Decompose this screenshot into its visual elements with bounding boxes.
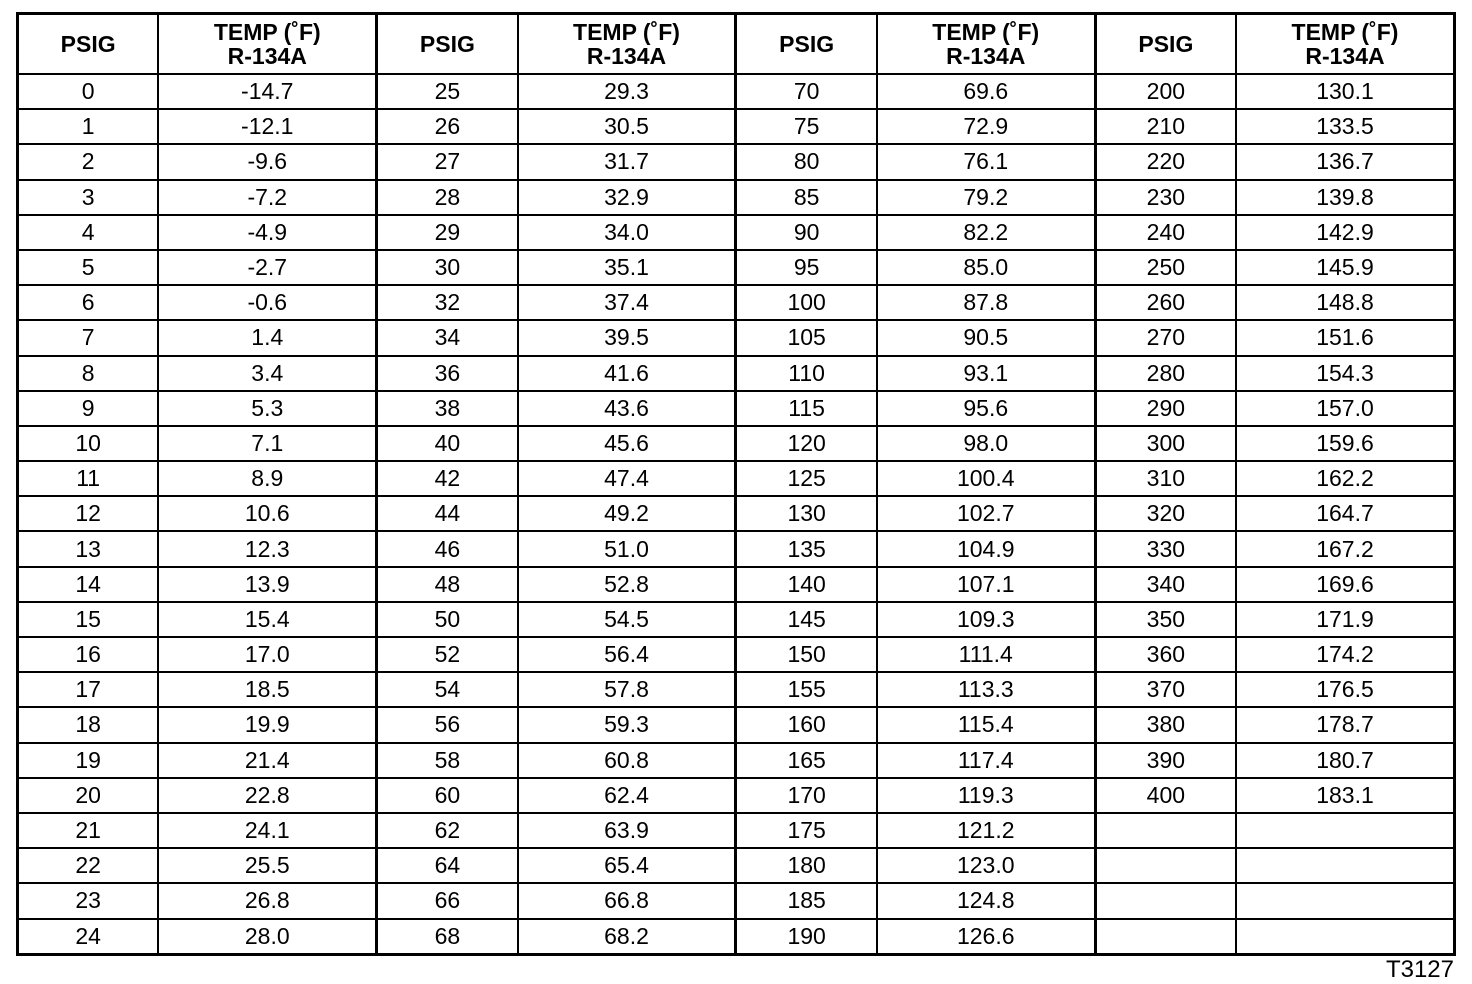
temp-cell: 32.9 — [518, 180, 736, 215]
temp-cell: 82.2 — [877, 215, 1095, 250]
temp-cell: 102.7 — [877, 496, 1095, 531]
temp-header — [518, 14, 736, 75]
temp-cell: 180.7 — [1236, 743, 1454, 778]
temp-cell: 133.5 — [1236, 109, 1454, 144]
temp-cell: 21.4 — [158, 743, 376, 778]
temp-cell — [1236, 883, 1454, 918]
temp-cell: 1.4 — [158, 320, 376, 355]
temp-cell: 49.2 — [518, 496, 736, 531]
psig-cell: 8 — [18, 356, 159, 391]
table-row — [18, 672, 1455, 707]
temp-cell: -12.1 — [158, 109, 376, 144]
temp-cell: 126.6 — [877, 919, 1095, 955]
temp-cell: 30.5 — [518, 109, 736, 144]
psig-cell: 380 — [1095, 707, 1236, 742]
table-row — [18, 602, 1455, 637]
temp-cell: 113.3 — [877, 672, 1095, 707]
psig-cell: 2 — [18, 144, 159, 179]
temp-cell: 45.6 — [518, 426, 736, 461]
table-row — [18, 813, 1455, 848]
temp-cell: 178.7 — [1236, 707, 1454, 742]
temp-cell: 43.6 — [518, 391, 736, 426]
temp-header-line2: R-134A — [946, 43, 1026, 69]
psig-cell: 175 — [736, 813, 877, 848]
temp-cell: 176.5 — [1236, 672, 1454, 707]
psig-cell: 80 — [736, 144, 877, 179]
psig-cell: 36 — [377, 356, 518, 391]
temp-cell: 93.1 — [877, 356, 1095, 391]
temp-cell: 148.8 — [1236, 285, 1454, 320]
psig-cell: 34 — [377, 320, 518, 355]
psig-cell: 350 — [1095, 602, 1236, 637]
temp-cell: 145.9 — [1236, 250, 1454, 285]
psig-cell: 165 — [736, 743, 877, 778]
psig-cell: 240 — [1095, 215, 1236, 250]
psig-cell: 155 — [736, 672, 877, 707]
temp-cell: 69.6 — [877, 74, 1095, 109]
psig-cell: 85 — [736, 180, 877, 215]
psig-cell: 64 — [377, 848, 518, 883]
psig-cell: 250 — [1095, 250, 1236, 285]
temp-cell: 111.4 — [877, 637, 1095, 672]
psig-cell: 38 — [377, 391, 518, 426]
psig-cell: 180 — [736, 848, 877, 883]
psig-cell: 15 — [18, 602, 159, 637]
table-row — [18, 426, 1455, 461]
psig-cell: 29 — [377, 215, 518, 250]
psig-cell: 56 — [377, 707, 518, 742]
psig-cell: 54 — [377, 672, 518, 707]
temp-cell: 90.5 — [877, 320, 1095, 355]
psig-cell: 50 — [377, 602, 518, 637]
temp-cell: 56.4 — [518, 637, 736, 672]
psig-cell: 20 — [18, 778, 159, 813]
psig-cell: 125 — [736, 461, 877, 496]
temp-cell: 142.9 — [1236, 215, 1454, 250]
psig-cell: 370 — [1095, 672, 1236, 707]
temp-cell — [1236, 813, 1454, 848]
psig-cell: 5 — [18, 250, 159, 285]
header-row — [18, 14, 1455, 75]
table-row — [18, 778, 1455, 813]
temp-cell: 72.9 — [877, 109, 1095, 144]
temp-cell: 123.0 — [877, 848, 1095, 883]
psig-cell: 130 — [736, 496, 877, 531]
psig-header: PSIG — [1095, 14, 1236, 75]
psig-cell: 13 — [18, 531, 159, 566]
table-row — [18, 637, 1455, 672]
temp-cell: 34.0 — [518, 215, 736, 250]
temp-header-line1: TEMP (˚F) — [932, 18, 1040, 45]
pt-table — [16, 12, 1456, 956]
psig-cell: 30 — [377, 250, 518, 285]
temp-cell: 10.6 — [158, 496, 376, 531]
temp-cell: 25.5 — [158, 848, 376, 883]
psig-cell: 135 — [736, 531, 877, 566]
temp-cell: 47.4 — [518, 461, 736, 496]
psig-cell: 120 — [736, 426, 877, 461]
psig-cell: 0 — [18, 74, 159, 109]
temp-header — [877, 14, 1095, 75]
temp-cell: 124.8 — [877, 883, 1095, 918]
temp-cell: 57.8 — [518, 672, 736, 707]
psig-cell: 190 — [736, 919, 877, 955]
table-row — [18, 707, 1455, 742]
temp-cell: 85.0 — [877, 250, 1095, 285]
temp-header-line2: R-134A — [227, 43, 307, 69]
psig-cell: 260 — [1095, 285, 1236, 320]
psig-cell: 42 — [377, 461, 518, 496]
table-row — [18, 496, 1455, 531]
temp-cell: 8.9 — [158, 461, 376, 496]
temp-cell: 68.2 — [518, 919, 736, 955]
temp-cell: -4.9 — [158, 215, 376, 250]
psig-cell: 1 — [18, 109, 159, 144]
temp-cell: 19.9 — [158, 707, 376, 742]
temp-cell: -2.7 — [158, 250, 376, 285]
table-row — [18, 567, 1455, 602]
psig-cell: 280 — [1095, 356, 1236, 391]
psig-header: PSIG — [377, 14, 518, 75]
psig-cell: 310 — [1095, 461, 1236, 496]
temp-header — [1236, 14, 1454, 75]
temp-cell: 104.9 — [877, 531, 1095, 566]
psig-cell: 27 — [377, 144, 518, 179]
temp-cell: 63.9 — [518, 813, 736, 848]
psig-cell: 46 — [377, 531, 518, 566]
psig-cell: 66 — [377, 883, 518, 918]
temp-cell: 151.6 — [1236, 320, 1454, 355]
table-row — [18, 285, 1455, 320]
psig-cell: 19 — [18, 743, 159, 778]
table-row — [18, 461, 1455, 496]
table-row — [18, 250, 1455, 285]
psig-cell: 60 — [377, 778, 518, 813]
temp-cell: 119.3 — [877, 778, 1095, 813]
temp-cell: 115.4 — [877, 707, 1095, 742]
psig-cell: 3 — [18, 180, 159, 215]
psig-cell — [1095, 919, 1236, 955]
table-row — [18, 180, 1455, 215]
psig-cell: 18 — [18, 707, 159, 742]
temp-cell: 107.1 — [877, 567, 1095, 602]
temp-cell: 66.8 — [518, 883, 736, 918]
temp-cell: 154.3 — [1236, 356, 1454, 391]
temp-cell: 37.4 — [518, 285, 736, 320]
temp-cell: 51.0 — [518, 531, 736, 566]
psig-cell: 200 — [1095, 74, 1236, 109]
temp-cell: 87.8 — [877, 285, 1095, 320]
psig-cell: 25 — [377, 74, 518, 109]
temp-cell — [1236, 919, 1454, 955]
psig-cell: 100 — [736, 285, 877, 320]
psig-cell: 390 — [1095, 743, 1236, 778]
psig-cell: 360 — [1095, 637, 1236, 672]
table-row — [18, 109, 1455, 144]
psig-cell: 24 — [18, 919, 159, 955]
temp-cell: -9.6 — [158, 144, 376, 179]
psig-cell: 28 — [377, 180, 518, 215]
temp-cell: 35.1 — [518, 250, 736, 285]
table-row — [18, 743, 1455, 778]
temp-cell: 139.8 — [1236, 180, 1454, 215]
temp-cell: 95.6 — [877, 391, 1095, 426]
temp-cell: 22.8 — [158, 778, 376, 813]
table-row — [18, 74, 1455, 109]
psig-cell: 330 — [1095, 531, 1236, 566]
table-row — [18, 391, 1455, 426]
psig-cell: 23 — [18, 883, 159, 918]
temp-cell: 159.6 — [1236, 426, 1454, 461]
temp-cell: 100.4 — [877, 461, 1095, 496]
table-row — [18, 144, 1455, 179]
pt-table-body — [18, 74, 1455, 955]
temp-header-line2: R-134A — [1305, 43, 1385, 69]
temp-cell: 17.0 — [158, 637, 376, 672]
temp-cell: 18.5 — [158, 672, 376, 707]
psig-cell: 7 — [18, 320, 159, 355]
temp-cell: 60.8 — [518, 743, 736, 778]
temp-cell: 54.5 — [518, 602, 736, 637]
temp-cell: -0.6 — [158, 285, 376, 320]
temp-cell: 130.1 — [1236, 74, 1454, 109]
psig-cell: 68 — [377, 919, 518, 955]
psig-cell: 140 — [736, 567, 877, 602]
temp-cell: 31.7 — [518, 144, 736, 179]
table-row — [18, 848, 1455, 883]
psig-header: PSIG — [18, 14, 159, 75]
psig-cell: 14 — [18, 567, 159, 602]
psig-cell: 220 — [1095, 144, 1236, 179]
temp-cell: 62.4 — [518, 778, 736, 813]
temp-cell: 76.1 — [877, 144, 1095, 179]
temp-cell: 171.9 — [1236, 602, 1454, 637]
temp-cell: -7.2 — [158, 180, 376, 215]
table-row — [18, 215, 1455, 250]
psig-cell: 210 — [1095, 109, 1236, 144]
psig-cell: 16 — [18, 637, 159, 672]
temp-cell: 15.4 — [158, 602, 376, 637]
psig-cell — [1095, 813, 1236, 848]
table-row — [18, 356, 1455, 391]
temp-cell: 65.4 — [518, 848, 736, 883]
psig-cell: 230 — [1095, 180, 1236, 215]
temp-cell: -14.7 — [158, 74, 376, 109]
psig-cell: 10 — [18, 426, 159, 461]
temp-header — [158, 14, 376, 75]
psig-cell: 400 — [1095, 778, 1236, 813]
temp-cell: 28.0 — [158, 919, 376, 955]
temp-cell: 162.2 — [1236, 461, 1454, 496]
temp-cell: 41.6 — [518, 356, 736, 391]
psig-cell: 12 — [18, 496, 159, 531]
figure-code: T3127 — [1385, 956, 1454, 983]
psig-cell: 62 — [377, 813, 518, 848]
psig-cell: 105 — [736, 320, 877, 355]
table-row — [18, 531, 1455, 566]
psig-cell — [1095, 848, 1236, 883]
temp-cell: 3.4 — [158, 356, 376, 391]
temp-cell: 7.1 — [158, 426, 376, 461]
psig-cell: 32 — [377, 285, 518, 320]
psig-cell: 58 — [377, 743, 518, 778]
psig-cell: 9 — [18, 391, 159, 426]
psig-cell: 90 — [736, 215, 877, 250]
psig-cell: 21 — [18, 813, 159, 848]
psig-cell: 115 — [736, 391, 877, 426]
temp-cell: 174.2 — [1236, 637, 1454, 672]
temp-cell: 136.7 — [1236, 144, 1454, 179]
temp-cell: 167.2 — [1236, 531, 1454, 566]
psig-cell: 26 — [377, 109, 518, 144]
psig-cell: 17 — [18, 672, 159, 707]
temp-cell: 121.2 — [877, 813, 1095, 848]
temp-cell: 13.9 — [158, 567, 376, 602]
temp-cell: 183.1 — [1236, 778, 1454, 813]
psig-cell: 4 — [18, 215, 159, 250]
psig-cell — [1095, 883, 1236, 918]
temp-cell: 98.0 — [877, 426, 1095, 461]
temp-cell: 79.2 — [877, 180, 1095, 215]
temp-cell: 109.3 — [877, 602, 1095, 637]
temp-cell: 29.3 — [518, 74, 736, 109]
psig-cell: 110 — [736, 356, 877, 391]
temp-header-line1: TEMP (˚F) — [1291, 18, 1399, 45]
temp-header-line1: TEMP (˚F) — [573, 18, 680, 45]
psig-cell: 70 — [736, 74, 877, 109]
temp-cell: 117.4 — [877, 743, 1095, 778]
psig-cell: 6 — [18, 285, 159, 320]
psig-cell: 22 — [18, 848, 159, 883]
psig-cell: 40 — [377, 426, 518, 461]
psig-cell: 75 — [736, 109, 877, 144]
table-row — [18, 883, 1455, 918]
psig-cell: 270 — [1095, 320, 1236, 355]
temp-header-line1: TEMP (˚F) — [213, 18, 321, 45]
psig-cell: 320 — [1095, 496, 1236, 531]
temp-cell: 169.6 — [1236, 567, 1454, 602]
psig-cell: 95 — [736, 250, 877, 285]
psig-cell: 44 — [377, 496, 518, 531]
psig-cell: 52 — [377, 637, 518, 672]
temp-cell: 52.8 — [518, 567, 736, 602]
temp-cell: 164.7 — [1236, 496, 1454, 531]
temp-cell: 12.3 — [158, 531, 376, 566]
table-row — [18, 320, 1455, 355]
temp-cell — [1236, 848, 1454, 883]
temp-header-line2: R-134A — [586, 43, 667, 69]
psig-cell: 185 — [736, 883, 877, 918]
psig-cell: 48 — [377, 567, 518, 602]
temp-cell: 26.8 — [158, 883, 376, 918]
temp-cell: 24.1 — [158, 813, 376, 848]
temp-cell: 39.5 — [518, 320, 736, 355]
psig-cell: 170 — [736, 778, 877, 813]
psig-cell: 300 — [1095, 426, 1236, 461]
pressure-temperature-chart — [16, 12, 1456, 956]
table-row — [18, 919, 1455, 955]
psig-cell: 340 — [1095, 567, 1236, 602]
psig-cell: 145 — [736, 602, 877, 637]
psig-header: PSIG — [736, 14, 877, 75]
temp-cell: 157.0 — [1236, 391, 1454, 426]
temp-cell: 5.3 — [158, 391, 376, 426]
temp-cell: 59.3 — [518, 707, 736, 742]
psig-cell: 11 — [18, 461, 159, 496]
psig-cell: 160 — [736, 707, 877, 742]
psig-cell: 290 — [1095, 391, 1236, 426]
psig-cell: 150 — [736, 637, 877, 672]
